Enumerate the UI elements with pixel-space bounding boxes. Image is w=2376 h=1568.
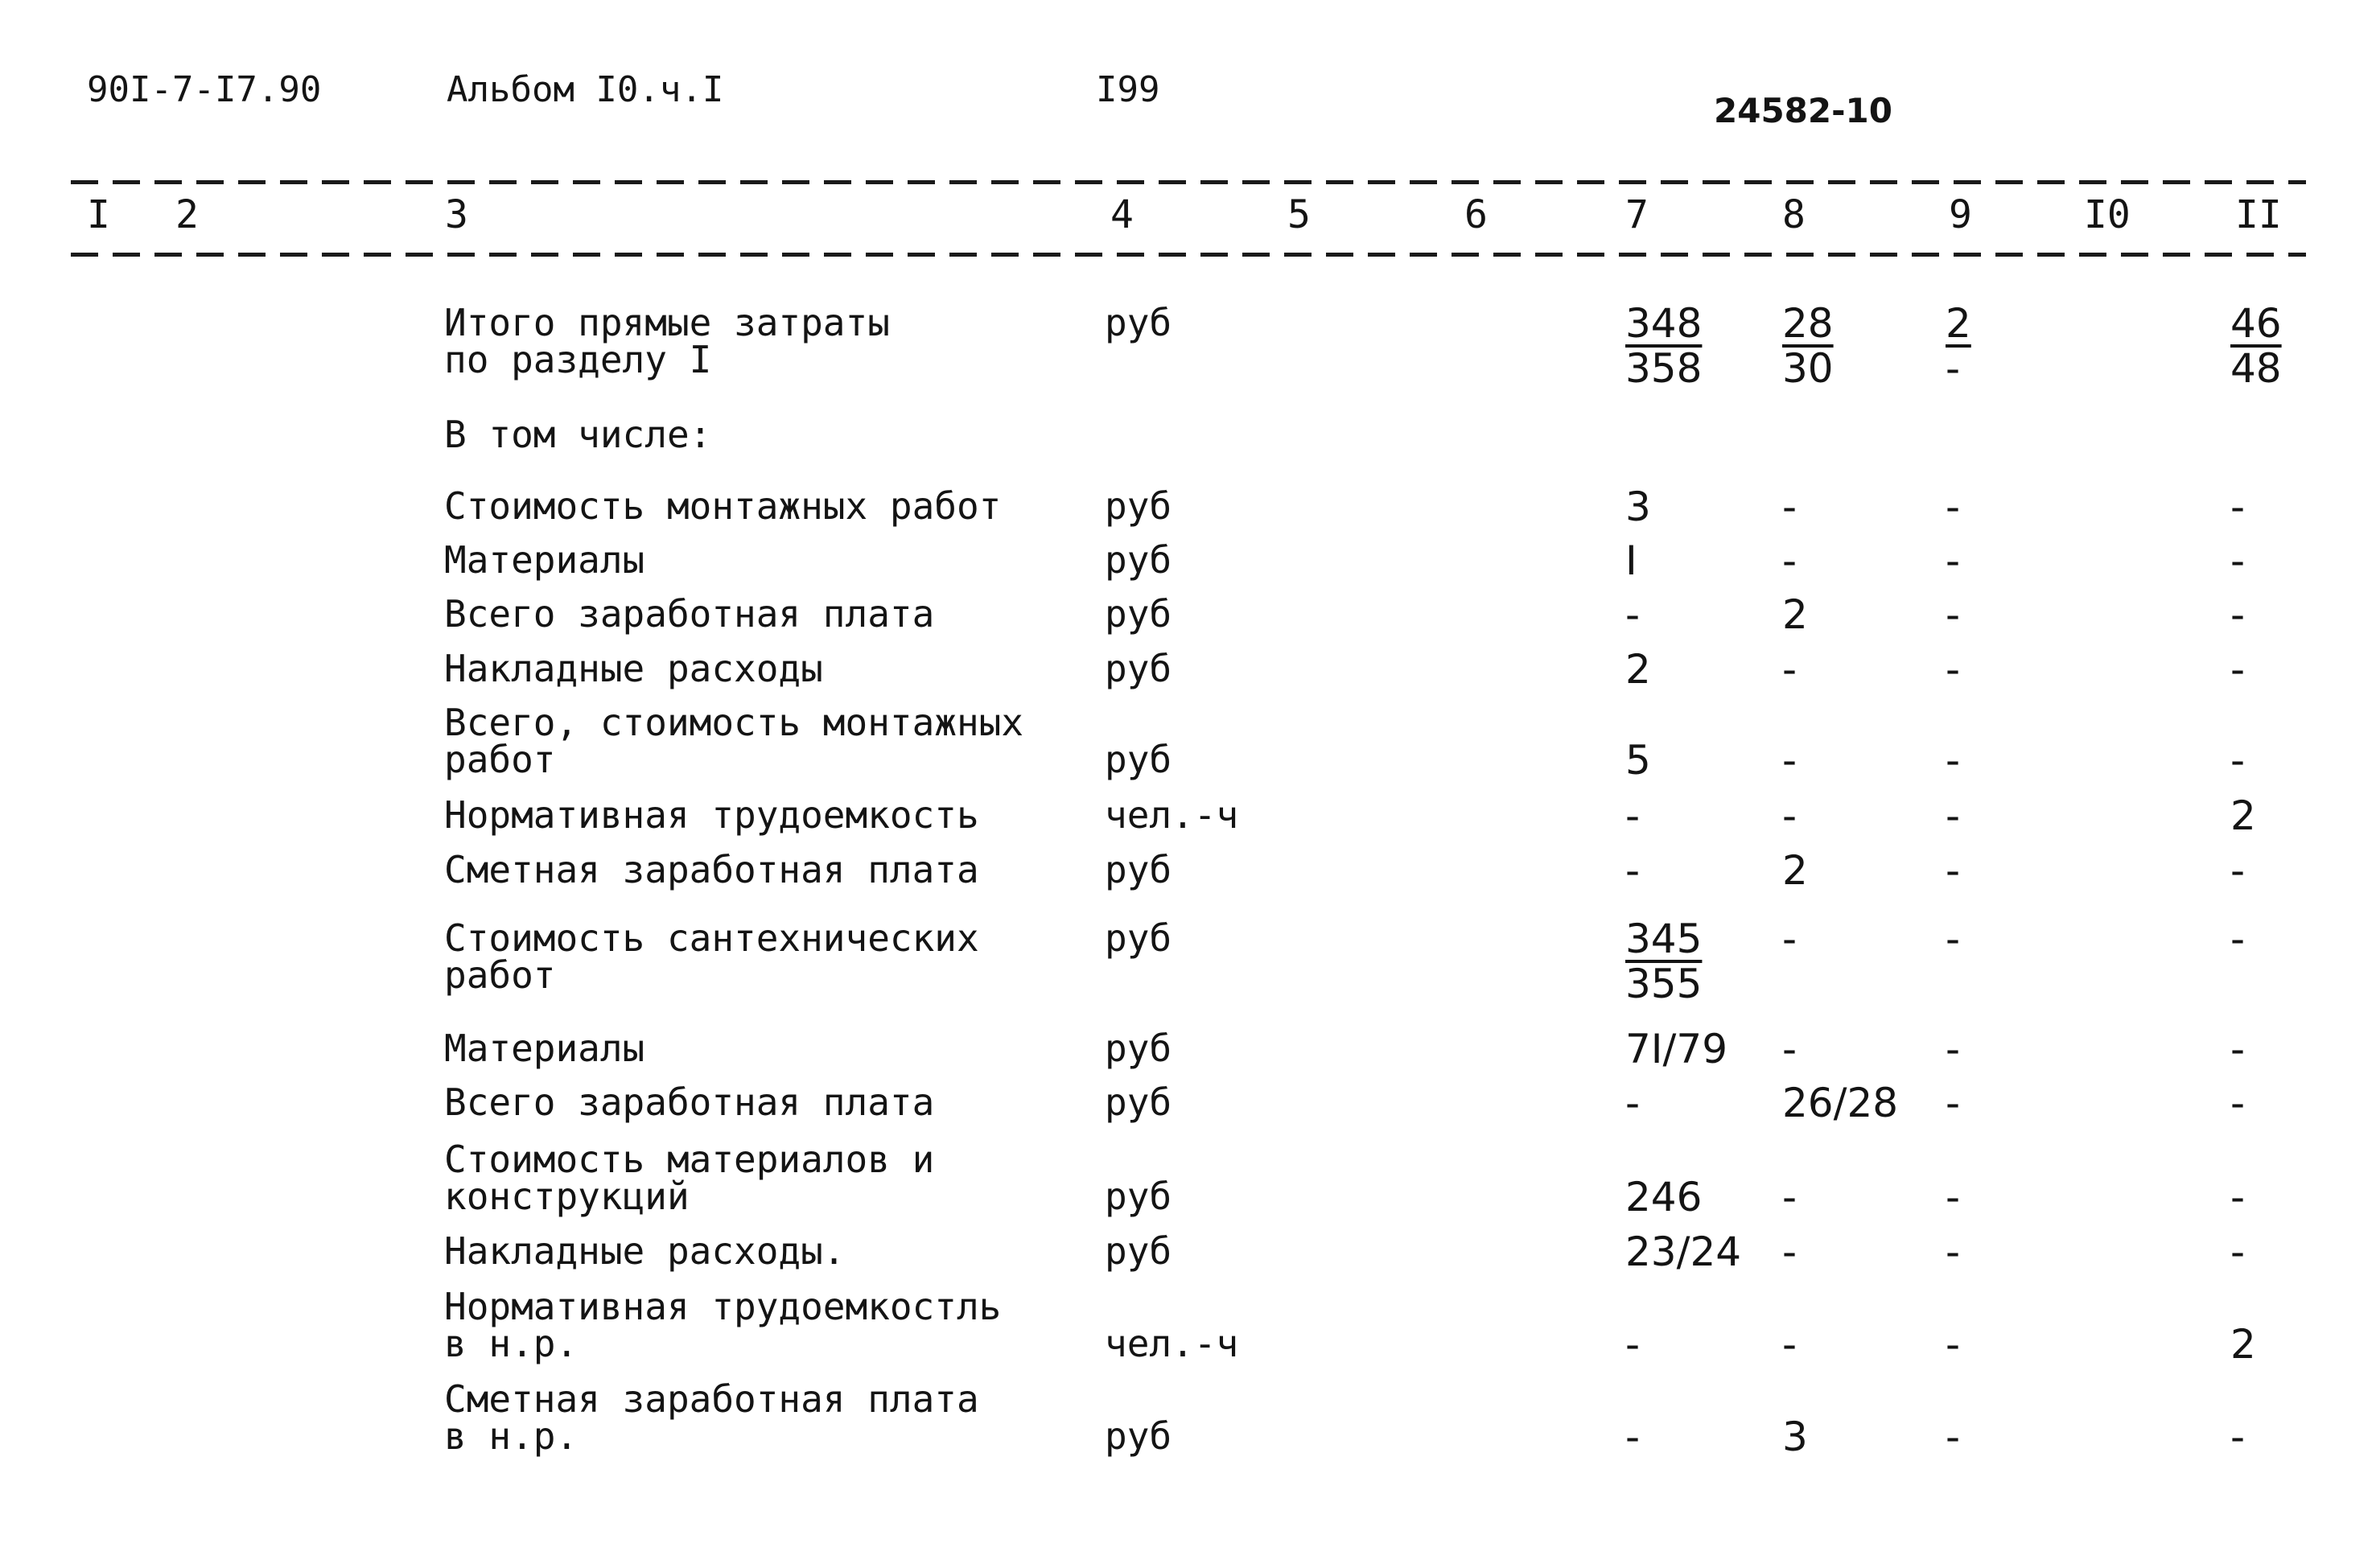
row-label: Нормативная трудоемкость xyxy=(444,793,979,837)
value-column-11: - xyxy=(2230,1026,2246,1072)
row-label: Всего заработная плата xyxy=(444,592,935,636)
value-column-8: - xyxy=(1782,1174,1797,1220)
value-column-7: 3 xyxy=(1625,484,1651,530)
row-unit: руб xyxy=(1105,738,1172,781)
row-label: Стоимость материалов и конструкций xyxy=(444,1138,935,1218)
row-label: В том числе: xyxy=(444,413,712,456)
row-unit: руб xyxy=(1105,1080,1172,1124)
value-column-11: - xyxy=(2230,591,2246,638)
row-label: Сметная заработная плата xyxy=(444,848,979,891)
row-unit: руб xyxy=(1105,1175,1172,1218)
value-column-11: - xyxy=(2230,484,2246,530)
value-column-7: - xyxy=(1625,591,1641,638)
value-column-11: - xyxy=(2230,646,2246,693)
row-label: Материалы xyxy=(444,1027,645,1070)
value-column-11: 2 xyxy=(2230,1321,2256,1368)
value-column-8: - xyxy=(1782,737,1797,784)
value-column-9: - xyxy=(1946,1026,1961,1072)
row-label: Накладные расходы. xyxy=(444,1229,846,1273)
value-column-8: - xyxy=(1782,484,1797,530)
column-number: 4 xyxy=(1110,192,1134,237)
value-column-11: 2 xyxy=(2230,792,2256,839)
value-column-7: 23/24 xyxy=(1625,1228,1742,1275)
fraction-numerator: 28 xyxy=(1782,300,1834,347)
value-column-9: - xyxy=(1946,537,1961,584)
row-label: Всего заработная плата xyxy=(444,1080,935,1124)
fraction-denominator: 30 xyxy=(1782,345,1834,392)
fraction-numerator: 46 xyxy=(2230,300,2282,347)
document-code: 90I-7-I7.90 xyxy=(87,69,322,110)
value-column-9: - xyxy=(1946,847,1961,894)
value-column-11: - xyxy=(2230,1080,2246,1126)
row-label: Накладные расходы xyxy=(444,647,823,690)
value-column-9: - xyxy=(1946,646,1961,693)
fraction-denominator: 355 xyxy=(1625,961,1703,1007)
column-number: 3 xyxy=(445,192,468,237)
value-column-7: I xyxy=(1625,537,1637,584)
value-column-8: - xyxy=(1782,792,1797,839)
value-column-9: - xyxy=(1946,1080,1961,1126)
archive-stamp: 24582-10 xyxy=(1714,91,1892,130)
value-column-8: 3 xyxy=(1782,1414,1808,1460)
value-column-8: 26/28 xyxy=(1782,1080,1899,1126)
value-column-9: - xyxy=(1946,1228,1961,1275)
value-column-11: - xyxy=(2230,737,2246,784)
value-column-7 xyxy=(1625,916,1702,1006)
value-column-8: - xyxy=(1782,537,1797,584)
value-column-9: - xyxy=(1946,591,1961,638)
value-column-9: - xyxy=(1946,1414,1961,1460)
value-column-11: - xyxy=(2230,537,2246,584)
column-number: I xyxy=(87,192,110,237)
column-number: 9 xyxy=(1949,192,1972,237)
fraction-numerator: 348 xyxy=(1625,300,1703,347)
value-column-9: - xyxy=(1946,792,1961,839)
row-unit: руб xyxy=(1105,538,1172,582)
value-column-7: - xyxy=(1625,1321,1641,1368)
row-label: Сметная заработная плата в н.р. xyxy=(444,1377,979,1458)
value-column-11: - xyxy=(2230,916,2246,962)
value-column-7: 5 xyxy=(1625,737,1651,784)
row-unit: чел.-ч xyxy=(1105,793,1239,837)
value-column-11 xyxy=(2230,301,2282,391)
value-column-8 xyxy=(1782,301,1834,391)
row-unit: руб xyxy=(1105,916,1172,960)
row-unit: руб xyxy=(1105,647,1172,690)
fraction-numerator: 345 xyxy=(1625,916,1703,962)
row-label: Стоимость сантехнических работ xyxy=(444,916,979,997)
value-column-7 xyxy=(1625,301,1702,391)
row-unit: руб xyxy=(1105,1414,1172,1458)
value-column-9: - xyxy=(1946,484,1961,530)
value-column-7: 7I/79 xyxy=(1625,1026,1728,1072)
column-number: 7 xyxy=(1625,192,1649,237)
value-column-7: - xyxy=(1625,1414,1641,1460)
row-unit: руб xyxy=(1105,848,1172,891)
row-label: Нормативная трудоемкостль в н.р. xyxy=(444,1285,1002,1365)
row-unit: руб xyxy=(1105,1027,1172,1070)
fraction-denominator: 358 xyxy=(1625,345,1703,392)
fraction-numerator: 2 xyxy=(1946,300,1971,347)
value-column-11: - xyxy=(2230,1414,2246,1460)
value-column-8: - xyxy=(1782,916,1797,962)
value-column-7: - xyxy=(1625,792,1641,839)
value-column-8: 2 xyxy=(1782,591,1808,638)
column-number: II xyxy=(2235,192,2282,237)
row-unit: руб xyxy=(1105,1229,1172,1273)
value-column-9: - xyxy=(1946,916,1961,962)
value-column-7: - xyxy=(1625,847,1641,894)
column-number: 8 xyxy=(1782,192,1806,237)
row-unit: руб xyxy=(1105,592,1172,636)
fraction-denominator: 48 xyxy=(2230,345,2282,392)
value-column-11: - xyxy=(2230,1228,2246,1275)
fraction-denominator: - xyxy=(1946,345,1961,392)
value-column-8: - xyxy=(1782,1228,1797,1275)
value-column-8: 2 xyxy=(1782,847,1808,894)
column-number: 2 xyxy=(175,192,199,237)
row-unit: руб xyxy=(1105,484,1172,528)
value-column-11: - xyxy=(2230,847,2246,894)
value-column-11: - xyxy=(2230,1174,2246,1220)
album-title: Альбом I0.ч.I xyxy=(447,69,724,110)
value-column-9: - xyxy=(1946,737,1961,784)
row-label: Всего, стоимость монтажных работ xyxy=(444,701,1024,781)
value-column-7: 2 xyxy=(1625,646,1651,693)
column-number: 6 xyxy=(1464,192,1488,237)
value-column-9: - xyxy=(1946,1174,1961,1220)
row-label: Итого прямые затраты по разделу I xyxy=(444,301,890,381)
row-label: Материалы xyxy=(444,538,645,582)
value-column-9: - xyxy=(1946,1321,1961,1368)
column-number: 5 xyxy=(1287,192,1311,237)
value-column-8: - xyxy=(1782,1321,1797,1368)
row-unit: чел.-ч xyxy=(1105,1322,1239,1365)
page-number: I99 xyxy=(1096,69,1160,110)
value-column-7: 246 xyxy=(1625,1174,1703,1220)
value-column-8: - xyxy=(1782,1026,1797,1072)
row-unit: руб xyxy=(1105,301,1172,344)
value-column-9 xyxy=(1946,301,1971,391)
value-column-7: - xyxy=(1625,1080,1641,1126)
row-label: Стоимость монтажных работ xyxy=(444,484,1002,528)
value-column-8: - xyxy=(1782,646,1797,693)
column-number: I0 xyxy=(2084,192,2131,237)
